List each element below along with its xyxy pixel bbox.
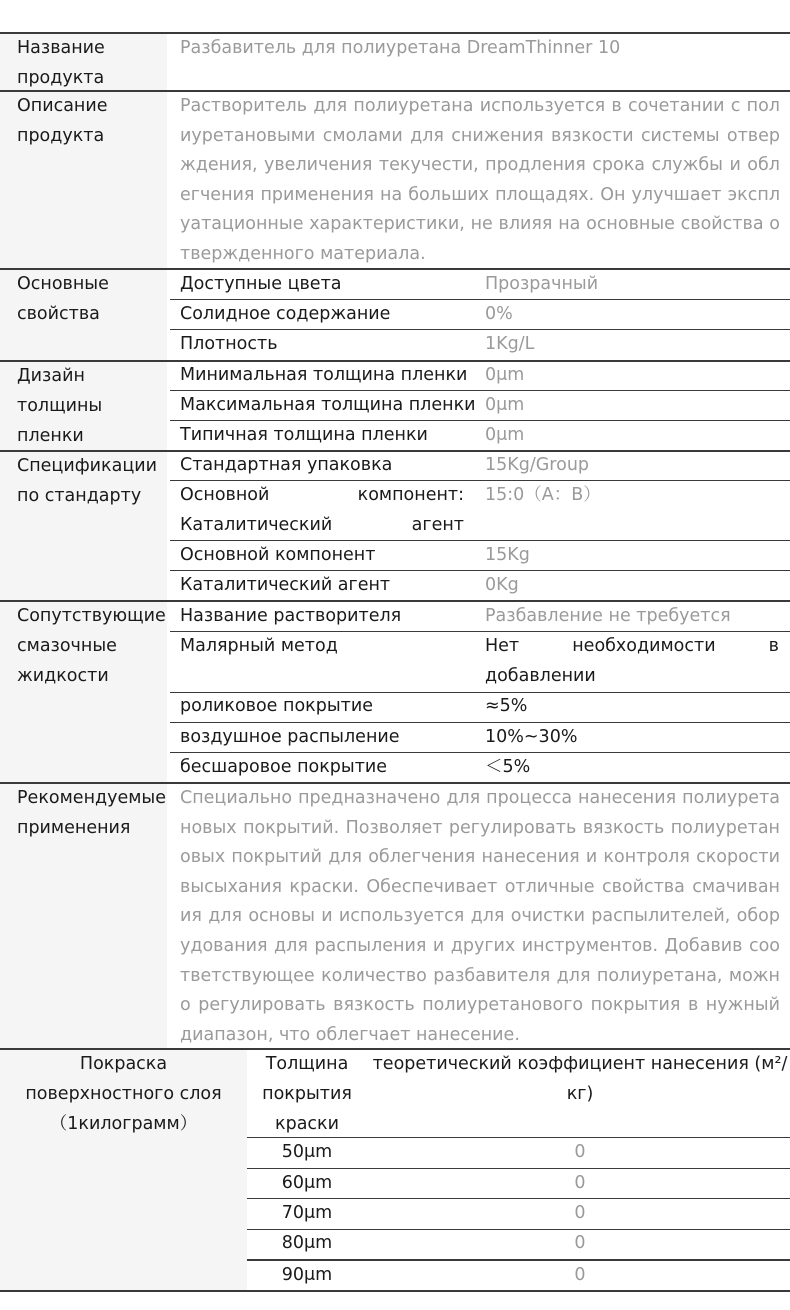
spec-key: Каталитический агент: [180, 575, 391, 595]
fluids-label: Сопутствующие смазочные жидкости: [0, 602, 167, 782]
spec-key: Стандартная упаковка: [180, 455, 393, 475]
fluid-value: Нет необходимости в добавлении: [485, 636, 779, 686]
property-key: Солидное содержание: [180, 304, 391, 324]
spec-value: 15Kg: [485, 545, 530, 565]
specs-label: Спецификации по стандарту: [0, 452, 167, 600]
product-name-label: Название продукта: [0, 34, 167, 90]
property-value: 0%: [485, 304, 513, 324]
spec-value: 15:0（A：B）: [485, 485, 601, 505]
coverage-rate: 0: [574, 1173, 586, 1193]
spec-value: 15Kg/Group: [485, 455, 590, 475]
coverage-thickness: 90μm: [281, 1265, 333, 1285]
coverage-label: Покраска поверхностного слоя（1килограмм）: [0, 1050, 247, 1290]
spec-key: Основной компонент: Каталитический агент: [180, 485, 464, 535]
fluid-key: Название растворителя: [180, 606, 402, 626]
property-key: Доступные цвета: [180, 274, 342, 294]
thickness-label: Дизайн толщины пленки: [0, 362, 167, 450]
properties-label: Основные свойства: [0, 270, 167, 360]
thickness-value: 0μm: [485, 395, 525, 415]
fluid-key: бесшаровое покрытие: [180, 757, 388, 777]
coverage-thickness: 60μm: [281, 1173, 333, 1193]
thickness-value: 0μm: [485, 365, 525, 385]
product-name-value: Разбавитель для полиуретана DreamThinner 10: [180, 38, 621, 58]
thickness-key: Минимальная толщина пленки: [180, 365, 468, 385]
coverage-rate: 0: [574, 1203, 586, 1223]
property-value: 1Kg/L: [485, 334, 535, 354]
thickness-value: 0μm: [485, 425, 525, 445]
fluid-key: роликовое покрытие: [180, 696, 373, 716]
coverage-rate: 0: [574, 1233, 586, 1253]
coverage-thickness: 70μm: [281, 1203, 333, 1223]
fluid-value: ＜5%: [485, 757, 531, 777]
property-value: Прозрачный: [485, 274, 599, 294]
description-text: Растворитель для полиуретана используется в сочетании с полиуретановыми смолами для снижения вязкости системы отверждения, увеличения текучести, продления срока службы и облегчения применения на больших площадях. Он улучшает эксплуатационные характеристики, не влияя на основные свойства отвержденного материала.: [180, 96, 780, 264]
coverage-thickness: 80μm: [281, 1233, 333, 1253]
fluid-key: Малярный метод: [180, 636, 338, 656]
coverage-rate-header: теоретический коэффициент нанесения (м²/кг): [372, 1054, 788, 1104]
thickness-key: Максимальная толщина пленки: [180, 395, 476, 415]
fluid-value: 10%~30%: [485, 727, 578, 747]
fluid-value: ≈5%: [485, 696, 528, 716]
spec-value: 0Kg: [485, 575, 519, 595]
description-label: Описание продукта: [0, 92, 167, 268]
fluid-value: Разбавление не требуется: [485, 606, 731, 626]
property-key: Плотность: [180, 334, 278, 354]
coverage-rate: 0: [574, 1142, 586, 1162]
coverage-rate: 0: [574, 1265, 586, 1285]
spec-key: Основной компонент: [180, 545, 376, 565]
coverage-thickness: 50μm: [281, 1142, 333, 1162]
fluid-key: воздушное распыление: [180, 727, 400, 747]
applications-text: Специально предназначено для процесса нанесения полиуретановых покрытий. Позволяет регулировать вязкость полиуретановых покрытий для облегчения нанесения и контроля скорости высыхания краски. Обеспечивает отличные свойства смачивания для основы и используется для очистки распылителей, оборудования для распыления и других инструментов. Добавив соответствующее количество разбавителя для полиуретана, можно регулировать вязкость полиуретанового покрытия в нужный диапазон, что облегчает нанесение.: [180, 788, 780, 1045]
applications-label: Рекомендуемые применения: [0, 784, 167, 1048]
coverage-thickness-header: Толщина покрытия краски: [262, 1054, 352, 1134]
thickness-key: Типичная толщина пленки: [180, 425, 428, 445]
